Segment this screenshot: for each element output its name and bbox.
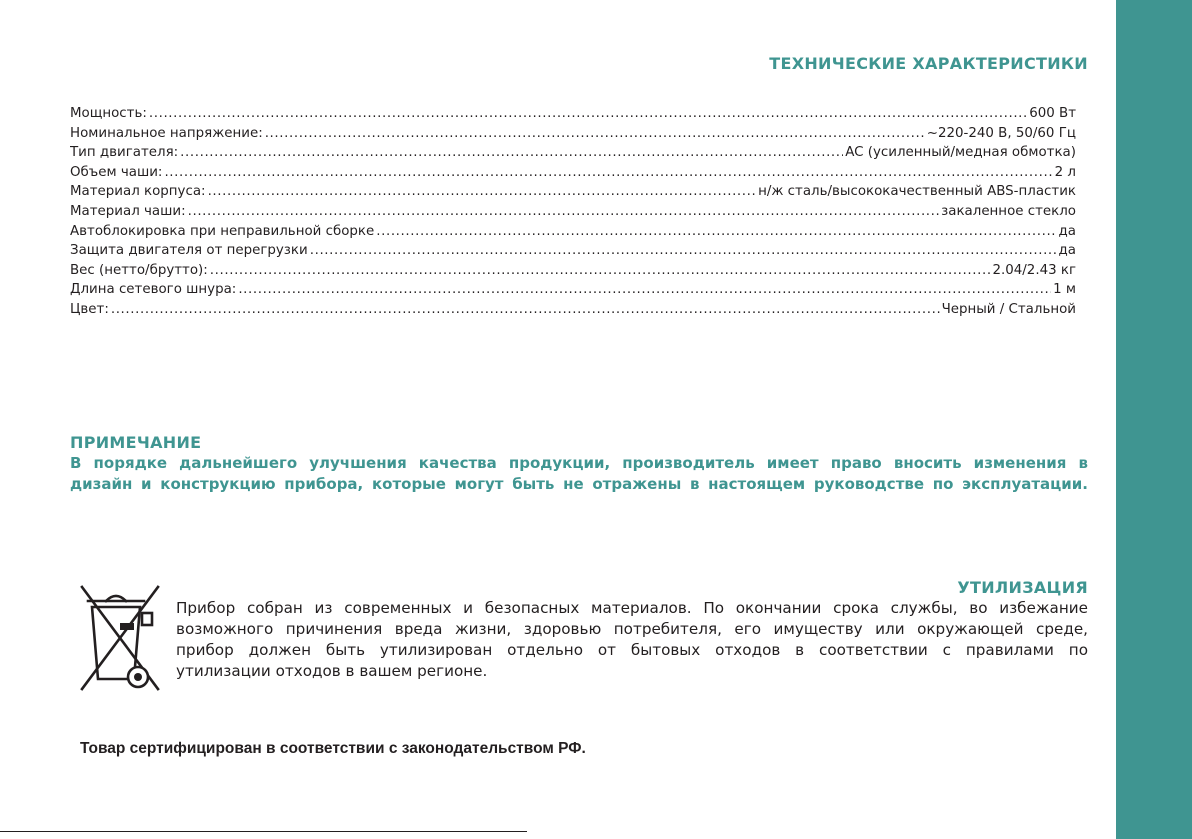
spec-row xyxy=(70,163,1076,183)
spec-value: 600 Вт xyxy=(1029,106,1076,121)
leader-dots xyxy=(210,261,991,281)
spec-label: Тип двигателя: xyxy=(70,145,179,161)
tech-specs-list xyxy=(70,104,1076,320)
note-line: В порядке дальнейшего улучшения качества продукции, производитель имеет право вносить изменения в xyxy=(70,454,1088,472)
leader-dots xyxy=(149,104,1027,124)
spec-value: 2.04/2.43 кг xyxy=(992,262,1076,278)
spec-row xyxy=(70,280,1076,300)
tech-specs-title: ТЕХНИЧЕСКИЕ ХАРАКТЕРИСТИКИ xyxy=(769,54,1088,73)
footer-rule xyxy=(0,831,527,832)
spec-label: Объем чаши: xyxy=(70,164,163,180)
spec-value: да xyxy=(1058,223,1076,239)
leader-dots xyxy=(188,202,940,222)
note-text xyxy=(70,453,1088,495)
spec-label: Материал корпуса: xyxy=(70,184,206,200)
note-line: дизайн и конструкцию прибора, которые могут быть не отражены в настоящем руководстве по эксплуатации. xyxy=(70,475,1088,493)
certification-text: Товар сертифицирован в соответствии с законодательством РФ. xyxy=(80,740,586,757)
spec-label: Цвет: xyxy=(70,301,109,317)
spec-value: 1 м xyxy=(1053,282,1076,298)
leader-dots xyxy=(376,222,1056,242)
spec-value: ~220-240 В, 50/60 Гц xyxy=(926,125,1076,141)
spec-value: да xyxy=(1058,243,1076,259)
spec-label: Вес (нетто/брутто): xyxy=(70,262,208,278)
leader-dots xyxy=(265,124,925,144)
leader-dots xyxy=(111,300,940,320)
leader-dots xyxy=(310,241,1057,261)
spec-row xyxy=(70,300,1076,320)
spec-value: 2 л xyxy=(1054,164,1076,180)
spec-value: AC (усиленный/медная обмотка) xyxy=(845,145,1076,161)
disposal-line: Прибор собран из современных и безопасных материалов. По окончании срока службы, во избежание xyxy=(176,599,1088,617)
crossed-out-wheelie-bin-icon xyxy=(78,583,162,693)
spec-label: Номинальное напряжение: xyxy=(70,125,263,141)
leader-dots xyxy=(238,280,1051,300)
disposal-line: прибор должен быть утилизирован отдельно от бытовых отходов в соответствии с правилами по xyxy=(176,641,1088,659)
leader-dots xyxy=(180,143,843,163)
note-title: ПРИМЕЧАНИЕ xyxy=(70,433,202,452)
spec-row xyxy=(70,202,1076,222)
spec-row xyxy=(70,241,1076,261)
spec-label: Защита двигателя от перегрузки xyxy=(70,243,308,259)
spec-value: закаленное стекло xyxy=(941,203,1076,219)
disposal-line: утилизации отходов в вашем регионе. xyxy=(176,662,488,680)
disposal-line: возможного причинения вреда жизни, здоровью потребителя, его имуществу или окружающей среде, xyxy=(176,620,1088,638)
spec-row xyxy=(70,261,1076,281)
leader-dots xyxy=(164,163,1052,183)
disposal-text xyxy=(176,598,1088,682)
spec-label: Длина сетевого шнура: xyxy=(70,282,237,298)
spec-label: Мощность: xyxy=(70,106,147,121)
note-section xyxy=(70,433,1088,495)
spec-row xyxy=(70,124,1076,144)
spec-row xyxy=(70,143,1076,163)
spec-row xyxy=(70,104,1076,124)
side-color-bar xyxy=(1116,0,1192,839)
spec-value: Черный / Стальной xyxy=(941,301,1076,317)
leader-dots xyxy=(208,182,757,202)
spec-label: Материал чаши: xyxy=(70,203,186,219)
spec-label: Автоблокировка при неправильной сборке xyxy=(70,223,375,239)
spec-value: н/ж сталь/высококачественный ABS-пластик xyxy=(758,184,1076,200)
disposal-title: УТИЛИЗАЦИЯ xyxy=(957,578,1088,597)
spec-row xyxy=(70,182,1076,202)
spec-row xyxy=(70,222,1076,242)
